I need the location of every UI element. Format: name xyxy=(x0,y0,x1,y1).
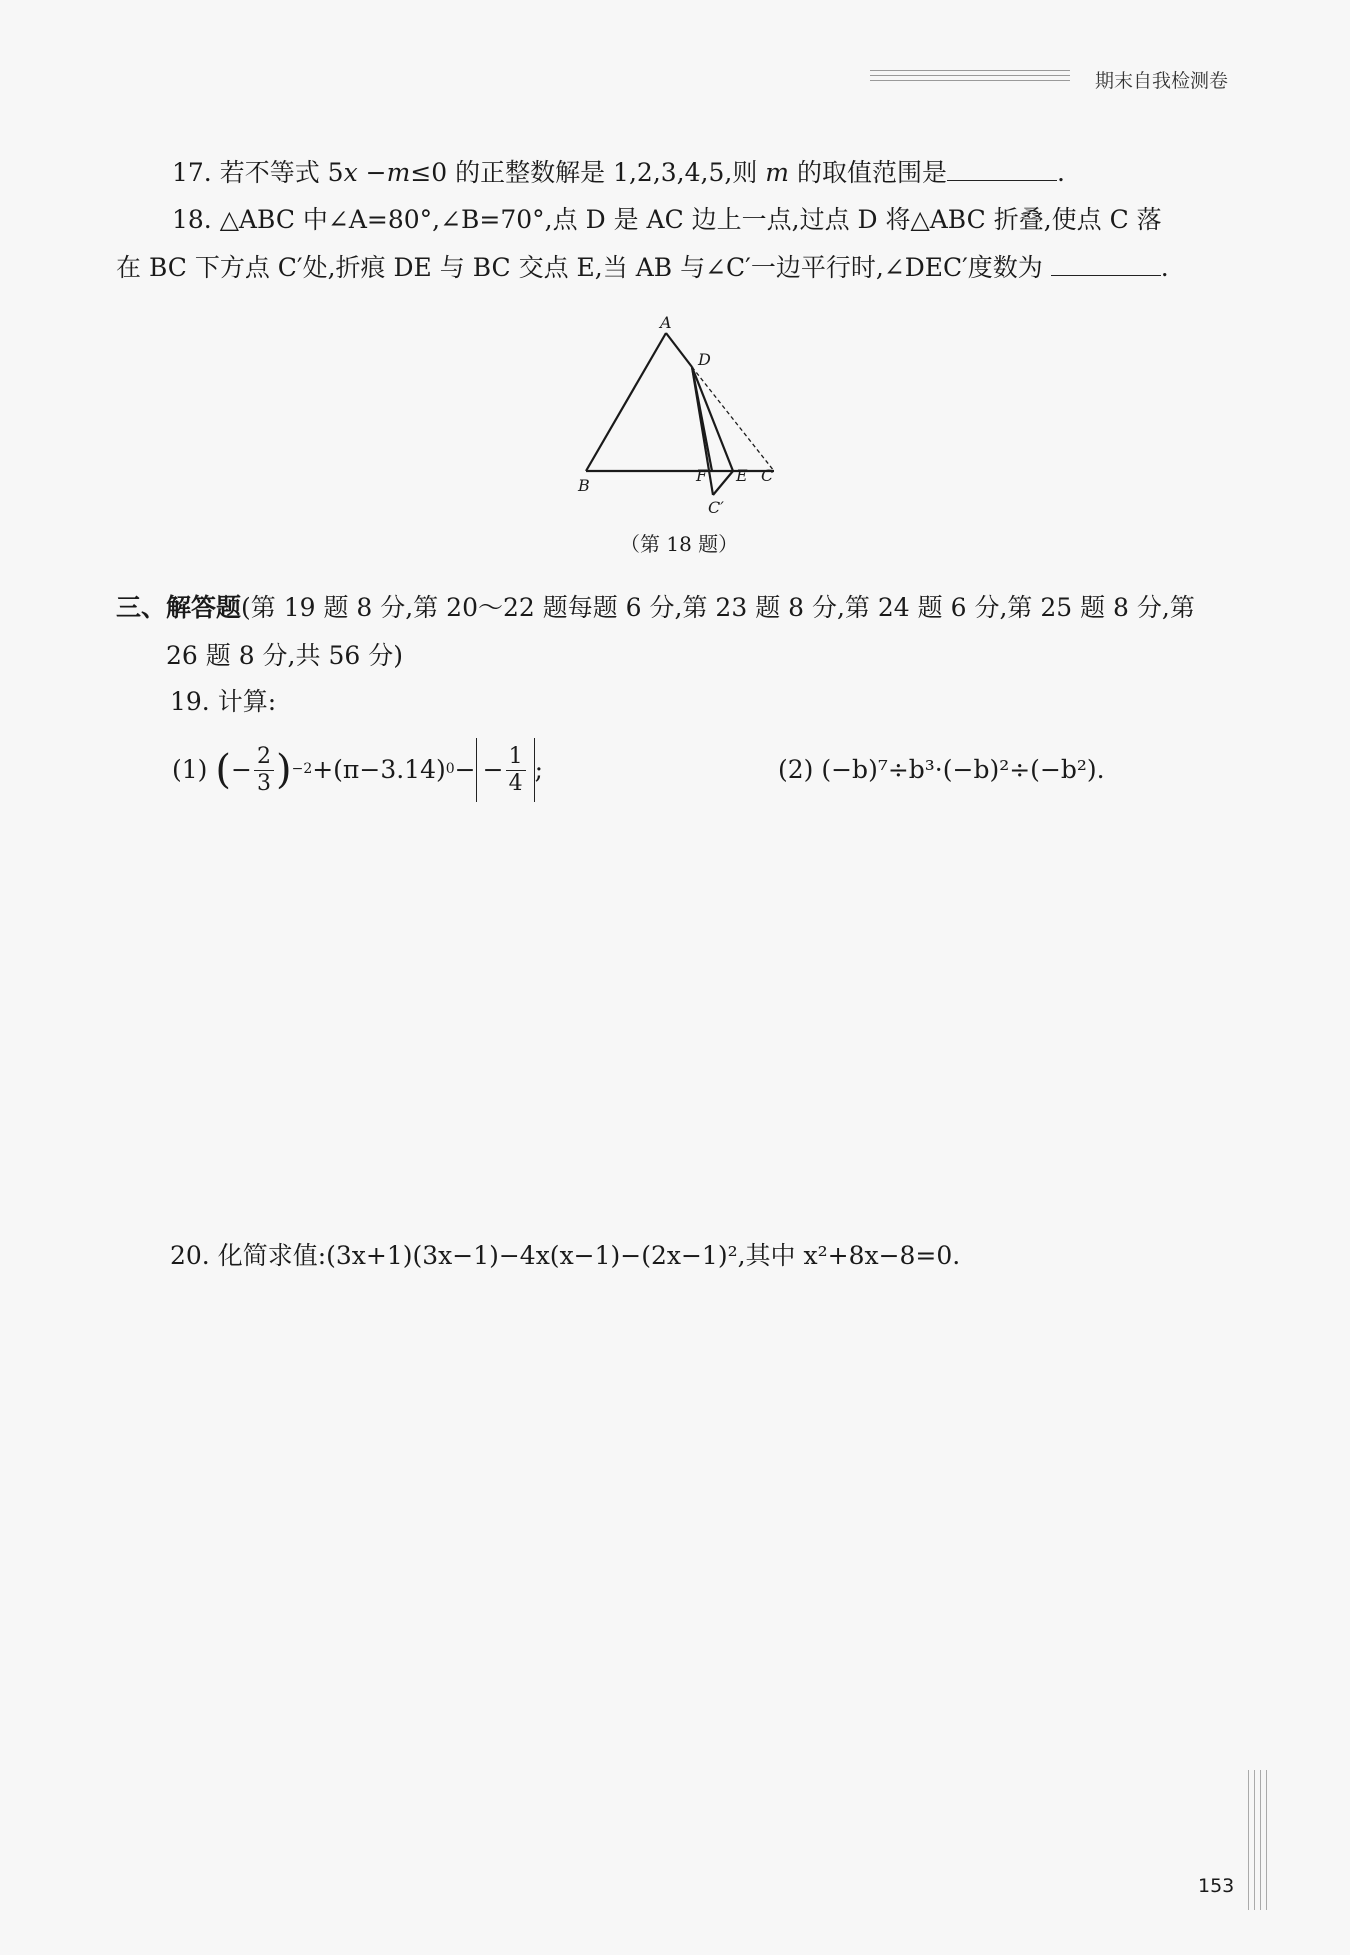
segment-DC-dashed xyxy=(692,367,774,471)
triangle-figure xyxy=(560,315,800,515)
section-3-heading xyxy=(116,592,1195,623)
q17-x: x xyxy=(343,158,358,187)
q18-line2-text: 在 BC 下方点 C′处,折痕 DE 与 BC 交点 E,当 AB 与∠C′一边平行时,∠DEC′度数为 xyxy=(116,253,1043,282)
label-Cprime: C′ xyxy=(708,498,724,515)
exponent-0: 0 xyxy=(445,761,455,778)
q19-p1-minus: − xyxy=(454,755,476,785)
section-3-title: 三、解答题 xyxy=(116,593,242,622)
section-3-desc-line2: 26 题 8 分,共 56 分) xyxy=(166,641,403,670)
segment-AB xyxy=(586,333,666,471)
fraction-2-3: $\frac{2}{3}$ xyxy=(254,744,274,796)
q19-p1-mid: +(π−3.14) xyxy=(312,755,446,785)
question-20: 20. 化简求值:(3x+1)(3x−1)−4x(x−1)−(2x−1)²,其中 x²+8x−8=0. xyxy=(170,1241,961,1270)
q17-tail: 的取值范围是 xyxy=(796,158,947,187)
figure-caption: （第 18 题） xyxy=(620,532,739,556)
q17-pre: 若不等式 5 xyxy=(219,158,344,187)
label-C: C xyxy=(761,466,774,485)
label-F: F xyxy=(696,466,708,485)
exponent-neg2: −2 xyxy=(291,761,313,778)
section-3-desc-line1: (第 19 题 8 分,第 20～22 题每题 6 分,第 23 题 8 分,第 24 题 6 分,第 25 题 8 分,第 xyxy=(241,593,1195,622)
q17-answer-blank[interactable] xyxy=(947,160,1057,181)
q17-m: m xyxy=(386,158,411,187)
label-B: B xyxy=(578,476,590,495)
absolute-value: − $\frac{1}{4}$ xyxy=(476,738,535,802)
header-rule xyxy=(870,70,1070,90)
q19-part2: (2) (−b)⁷÷b³·(−b)²÷(−b²). xyxy=(778,755,1105,784)
page-number: 153 xyxy=(1198,1875,1235,1897)
header-title: 期末自我检测卷 xyxy=(1095,70,1229,92)
question-18-line1: 18. △ABC 中∠A=80°,∠B=70°,点 D 是 AC 边上一点,过点 D 将△ABC 折叠,使点 C 落 xyxy=(172,205,1162,234)
q17-m2: m xyxy=(765,158,789,187)
segment-DE xyxy=(692,367,733,471)
segment-AD xyxy=(666,333,692,367)
label-D: D xyxy=(698,350,711,369)
q17-rest: ≤0 的正整数解是 1,2,3,4,5,则 xyxy=(410,158,758,187)
question-17 xyxy=(172,157,1065,188)
q19-part1: (1) ( − $\frac{2}{3}$ ) −2 +(π−3.14) 0 − − $\frac{1}{4}$ ; xyxy=(172,738,543,802)
question-18-line2 xyxy=(116,252,1169,283)
q17-minus: − xyxy=(357,158,387,187)
q17-number: 17. xyxy=(172,158,212,187)
margin-bars xyxy=(1248,1770,1278,1910)
label-A: A xyxy=(660,315,672,332)
segment-CprimeE xyxy=(713,471,733,495)
q18-answer-blank[interactable] xyxy=(1051,255,1161,276)
q17-end: . xyxy=(1056,158,1065,187)
question-19-title: 19. 计算: xyxy=(170,687,277,716)
label-E: E xyxy=(736,466,748,485)
q19-p1-label: (1) xyxy=(172,755,208,785)
q19-p1-end: ; xyxy=(534,755,543,785)
q18-end: . xyxy=(1160,253,1169,282)
fraction-1-4: $\frac{1}{4}$ xyxy=(506,744,526,796)
